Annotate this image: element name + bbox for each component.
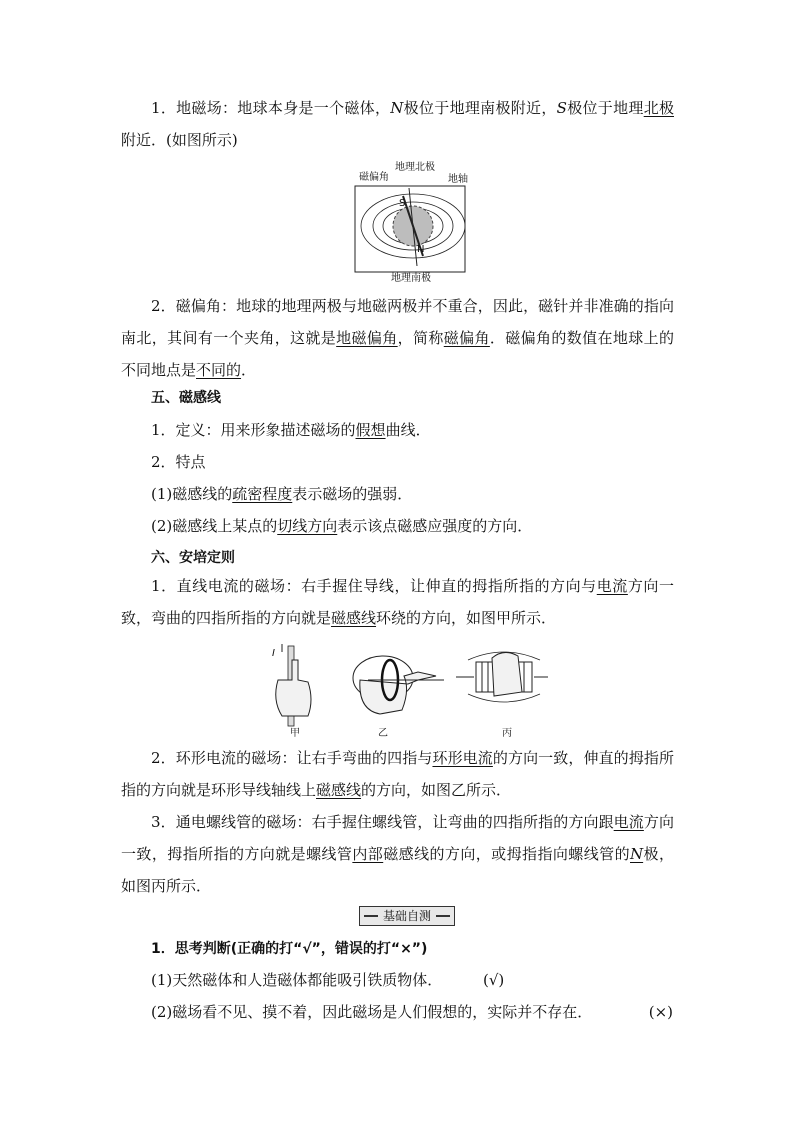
text: 极位于地理南极附近， <box>403 99 557 117</box>
text: ． <box>241 361 257 379</box>
underlined-answer: 环形电流 <box>432 749 493 767</box>
underlined-answer: 不同的 <box>196 361 242 379</box>
text: 极，如图丙所示． <box>121 845 674 895</box>
section-heading-ampere-rule: 六、安培定则 <box>151 550 235 566</box>
text: 方向一致，拇指所指的方向就是螺线管 <box>121 813 674 863</box>
text: 极位于地理 <box>566 99 644 117</box>
declination-label: 磁偏角 <box>359 172 389 183</box>
text: 曲线． <box>385 421 431 439</box>
underlined-answer: 磁感线 <box>316 781 362 799</box>
paragraph-straight-current <box>121 570 674 634</box>
text: 1．直线电流的磁场：右手握住导线，让伸直的拇指所指的方向与 <box>151 577 597 595</box>
text: (1)磁感线的 <box>151 485 233 503</box>
right-hand-rule-figure <box>268 640 548 740</box>
text-n: N <box>390 99 404 117</box>
text: ．磁偏角的数值在地球上的不同地点是 <box>121 329 674 379</box>
text: 3．通电螺线管的磁场：右手握住螺线管，让弯曲的四指所指的方向跟 <box>151 813 614 831</box>
underlined-answer: 电流 <box>596 577 628 595</box>
section-heading-field-lines: 五、磁感线 <box>151 390 221 406</box>
text: 表示磁场的强弱． <box>292 485 413 503</box>
underlined-answer: 磁感线 <box>331 609 377 627</box>
paragraph-geomagnetic-field <box>121 92 674 156</box>
paragraph-declination <box>121 290 674 386</box>
text: 1．地磁场：地球本身是一个磁体， <box>151 99 391 117</box>
n-pole-label: N <box>417 244 425 255</box>
underlined-answer: 地磁偏角 <box>336 329 398 347</box>
text: 的方向，如图乙所示． <box>361 781 512 799</box>
solenoid-hand <box>456 652 548 739</box>
underlined-answer: 切线方向 <box>277 517 338 535</box>
underlined-answer: 内部 <box>352 845 384 863</box>
item-mark: (√) <box>483 971 505 989</box>
axis-label: 地轴 <box>448 174 468 185</box>
text: 2．磁偏角：地球的地理两极与地磁两极并不重合，因此，磁针并非准确的指向南北，其间有一个夹角，这就是 <box>121 297 674 347</box>
underlined-answer: 假想 <box>355 421 386 439</box>
underlined-answer: 电流 <box>613 813 644 831</box>
north-pole-label: 地理北极 <box>395 162 435 173</box>
text: 环绕的方向，如图甲所示． <box>376 609 557 627</box>
s-pole-label: S <box>399 198 406 209</box>
figure-label-jia: 甲 <box>290 728 300 739</box>
text-s: S <box>556 99 567 117</box>
text: 表示该点磁感应强度的方向． <box>337 517 533 535</box>
text: 1．思考判断(正确的打“√”，错误的打“×”) <box>151 941 428 957</box>
paragraph-ring-current <box>121 742 674 806</box>
text: 1．定义：用来形象描述磁场的 <box>151 421 356 439</box>
ring-current-hand <box>353 656 444 739</box>
underlined-answer: 磁偏角 <box>443 329 490 347</box>
underlined-answer: 疏密程度 <box>232 485 293 503</box>
straight-wire-hand <box>272 644 311 739</box>
earth-magnetic-field-figure <box>355 158 468 284</box>
text: 2．环形电流的磁场：让右手弯曲的四指与 <box>151 749 433 767</box>
item-mark: (×) <box>648 1003 673 1021</box>
text: 方向一致，弯曲的四指所指的方向就是 <box>121 577 674 627</box>
field-lines-definition <box>151 418 431 442</box>
text: (2)磁感线上某点的 <box>151 517 278 535</box>
figure-label-bing: 丙 <box>502 728 512 739</box>
item-text: (1)天然磁体和人造磁体都能吸引铁质物体． <box>151 971 443 989</box>
item-text: (2)磁场看不见、摸不着，因此磁场是人们假想的，实际并不存在． <box>151 1003 593 1021</box>
figure-label-yi: 乙 <box>378 728 388 739</box>
text: 磁感线的方向，或拇指指向螺线管的 <box>383 845 630 863</box>
judgement-question-heading <box>151 936 427 961</box>
paragraph-solenoid <box>121 806 674 902</box>
text: 附近．(如图所示) <box>121 131 238 149</box>
underlined-answer: 北极 <box>643 99 674 117</box>
underlined-answer: N <box>630 845 644 863</box>
judgement-item-1 <box>151 968 511 992</box>
feature-tangent <box>151 514 532 538</box>
text: ，简称 <box>397 329 444 347</box>
current-label: I <box>272 648 275 659</box>
feature-density <box>151 482 412 506</box>
field-lines-features: 2．特点 <box>151 453 206 471</box>
self-test-badge: 基础自测 <box>359 906 455 926</box>
text: 的方向一致，伸直的拇指所指的方向就是环形导线轴线上 <box>121 749 674 799</box>
south-pole-label: 地理南极 <box>391 273 431 284</box>
judgement-item-2 <box>151 1000 673 1024</box>
